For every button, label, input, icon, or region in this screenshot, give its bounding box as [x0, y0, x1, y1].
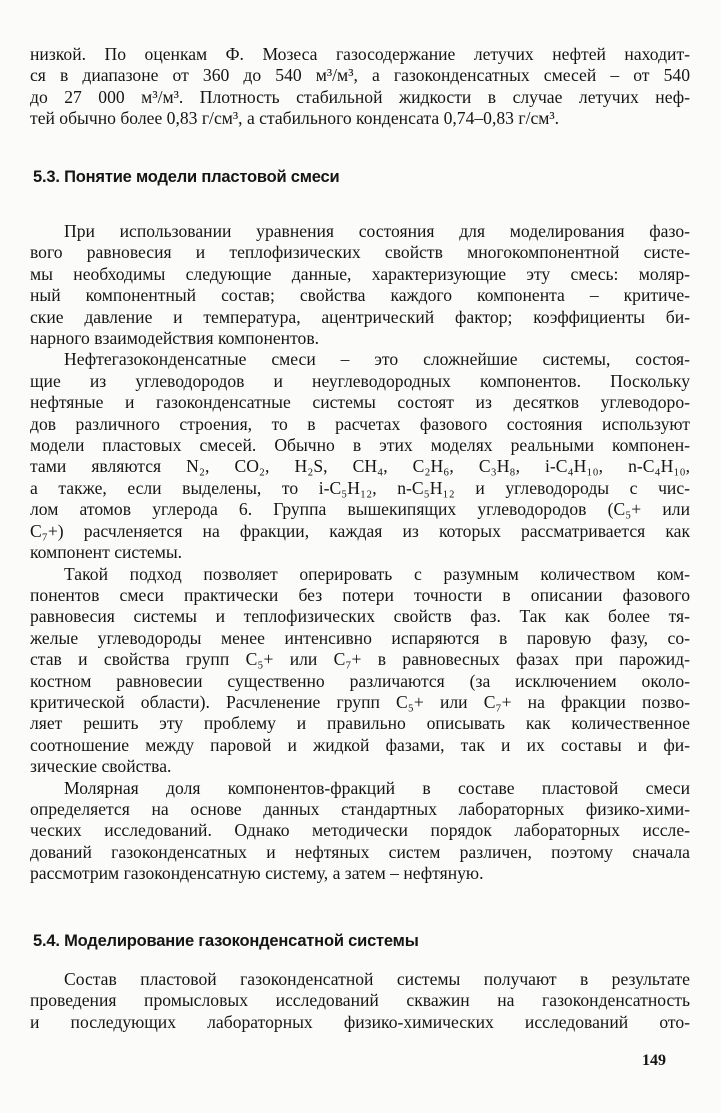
- text-line: ляет решить эту проблему и правильно описывать как количественное: [30, 713, 690, 734]
- text-line: нефтяные и газоконденсатные системы состоят из десятков углеводоро-: [30, 392, 690, 413]
- text-line: а также, если выделены, то i-C₅H₁₂, n-C₅H₁₂ и углеводороды с чис-: [30, 477, 690, 498]
- page-number: 149: [642, 1052, 666, 1069]
- text-line: Молярная доля компонентов-фракций в составе пластовой смеси: [64, 777, 690, 798]
- paragraph: [30, 969, 690, 1033]
- text-line: соотношение между паровой и жидкой фазами, так и их составы и фи-: [30, 734, 690, 755]
- text-line: дов различного строения, то в расчетах фазового состояния используют: [30, 413, 690, 434]
- text-line: до 27 000 м³/м³. Плотность стабильной жидкости в случае летучих неф-: [30, 86, 690, 107]
- text-line: нарного взаимодействия компонентов.: [30, 328, 320, 349]
- paragraph: [30, 44, 690, 130]
- text-line: ся в диапазоне от 360 до 540 м³/м³, а газоконденсатных смесей – от 540: [30, 65, 690, 86]
- text-line: Нефтегазоконденсатные смеси – это сложнейшие системы, состоя-: [64, 349, 690, 370]
- section-5-3-body: [30, 221, 690, 885]
- text-line: мы необходимы следующие данные, характеризующие эту смесь: моляр-: [30, 263, 690, 284]
- text-line: костном равновесии существенно различаются (за исключением около-: [30, 670, 690, 691]
- text-line: Состав пластовой газоконденсатной системы получают в результате: [64, 969, 690, 989]
- section-5-4-body: [30, 969, 690, 1033]
- text-line: критической области). Расчленение групп C₅+ или C₇+ на фракции позво-: [30, 691, 690, 712]
- paragraph: [30, 349, 690, 563]
- text-line: ный компонентный состав; свойства каждого компонента – критиче-: [30, 285, 690, 306]
- text-line: Такой подход позволяет оперировать с разумным количеством ком-: [64, 563, 690, 584]
- text-line: щие из углеводородов и неуглеводородных компонентов. Поскольку: [30, 370, 690, 391]
- text-line: C₇+) расчленяется на фракции, каждая из которых рассматривается как: [30, 520, 690, 541]
- text-line: тами являются N₂, CO₂, H₂S, CH₄, C₂H₆, C₃H₈, i-C₄H₁₀, n-C₄H₁₀,: [30, 456, 690, 477]
- text-line: компонент системы.: [30, 542, 183, 563]
- text-line: При использовании уравнения состояния для моделирования фазо-: [64, 221, 690, 241]
- text-line: равновесия системы и теплофизических свойств фаз. Так как более тя-: [30, 606, 690, 627]
- text-line: понентов смеси практически без потери точности в описании фазового: [30, 584, 690, 605]
- section-heading-5-4: 5.4. Моделирование газоконденсатной системы: [33, 932, 419, 950]
- text-line: зические свойства.: [30, 756, 172, 777]
- top-paragraph: [30, 44, 690, 130]
- text-line: став и свойства групп C₅+ или C₇+ в равновесных фазах при парожид-: [30, 649, 690, 670]
- text-line: дований газоконденсатных и нефтяных систем различен, поэтому сначала: [30, 841, 690, 862]
- text-line: проведения промысловых исследований скважин на газоконденсатность: [30, 990, 690, 1011]
- text-line: рассмотрим газоконденсатную систему, а затем – нефтяную.: [30, 863, 484, 884]
- section-heading-5-3: 5.3. Понятие модели пластовой смеси: [33, 168, 340, 186]
- text-line: низкой. По оценкам Ф. Мозеса газосодержание летучих нефтей находит-: [30, 44, 690, 64]
- text-line: и последующих лабораторных физико-химических исследований ото-: [30, 1011, 690, 1032]
- text-line: лом атомов углерода 6. Группа вышекипящих углеводородов (C₅+ или: [30, 499, 690, 520]
- text-line: ские давление и температура, ацентрический фактор; коэффициенты би-: [30, 306, 690, 327]
- text-line: вого равновесия и теплофизических свойств многокомпонентной систе-: [30, 242, 690, 263]
- text-line: ческих исследований. Однако методически порядок лабораторных иссле-: [30, 820, 690, 841]
- text-line: определяется на основе данных стандартных лабораторных физико-хими-: [30, 798, 690, 819]
- paragraph: [30, 564, 690, 778]
- paragraph: [30, 778, 690, 885]
- paragraph: [30, 221, 690, 349]
- text-line: желые углеводороды менее интенсивно испаряются в паровую фазу, со-: [30, 627, 690, 648]
- text-line: модели пластовых смесей. Обычно в этих моделях реальными компонен-: [30, 435, 690, 456]
- text-line: тей обычно более 0,83 г/см³, а стабильного конденсата 0,74–0,83 г/см³.: [30, 108, 560, 129]
